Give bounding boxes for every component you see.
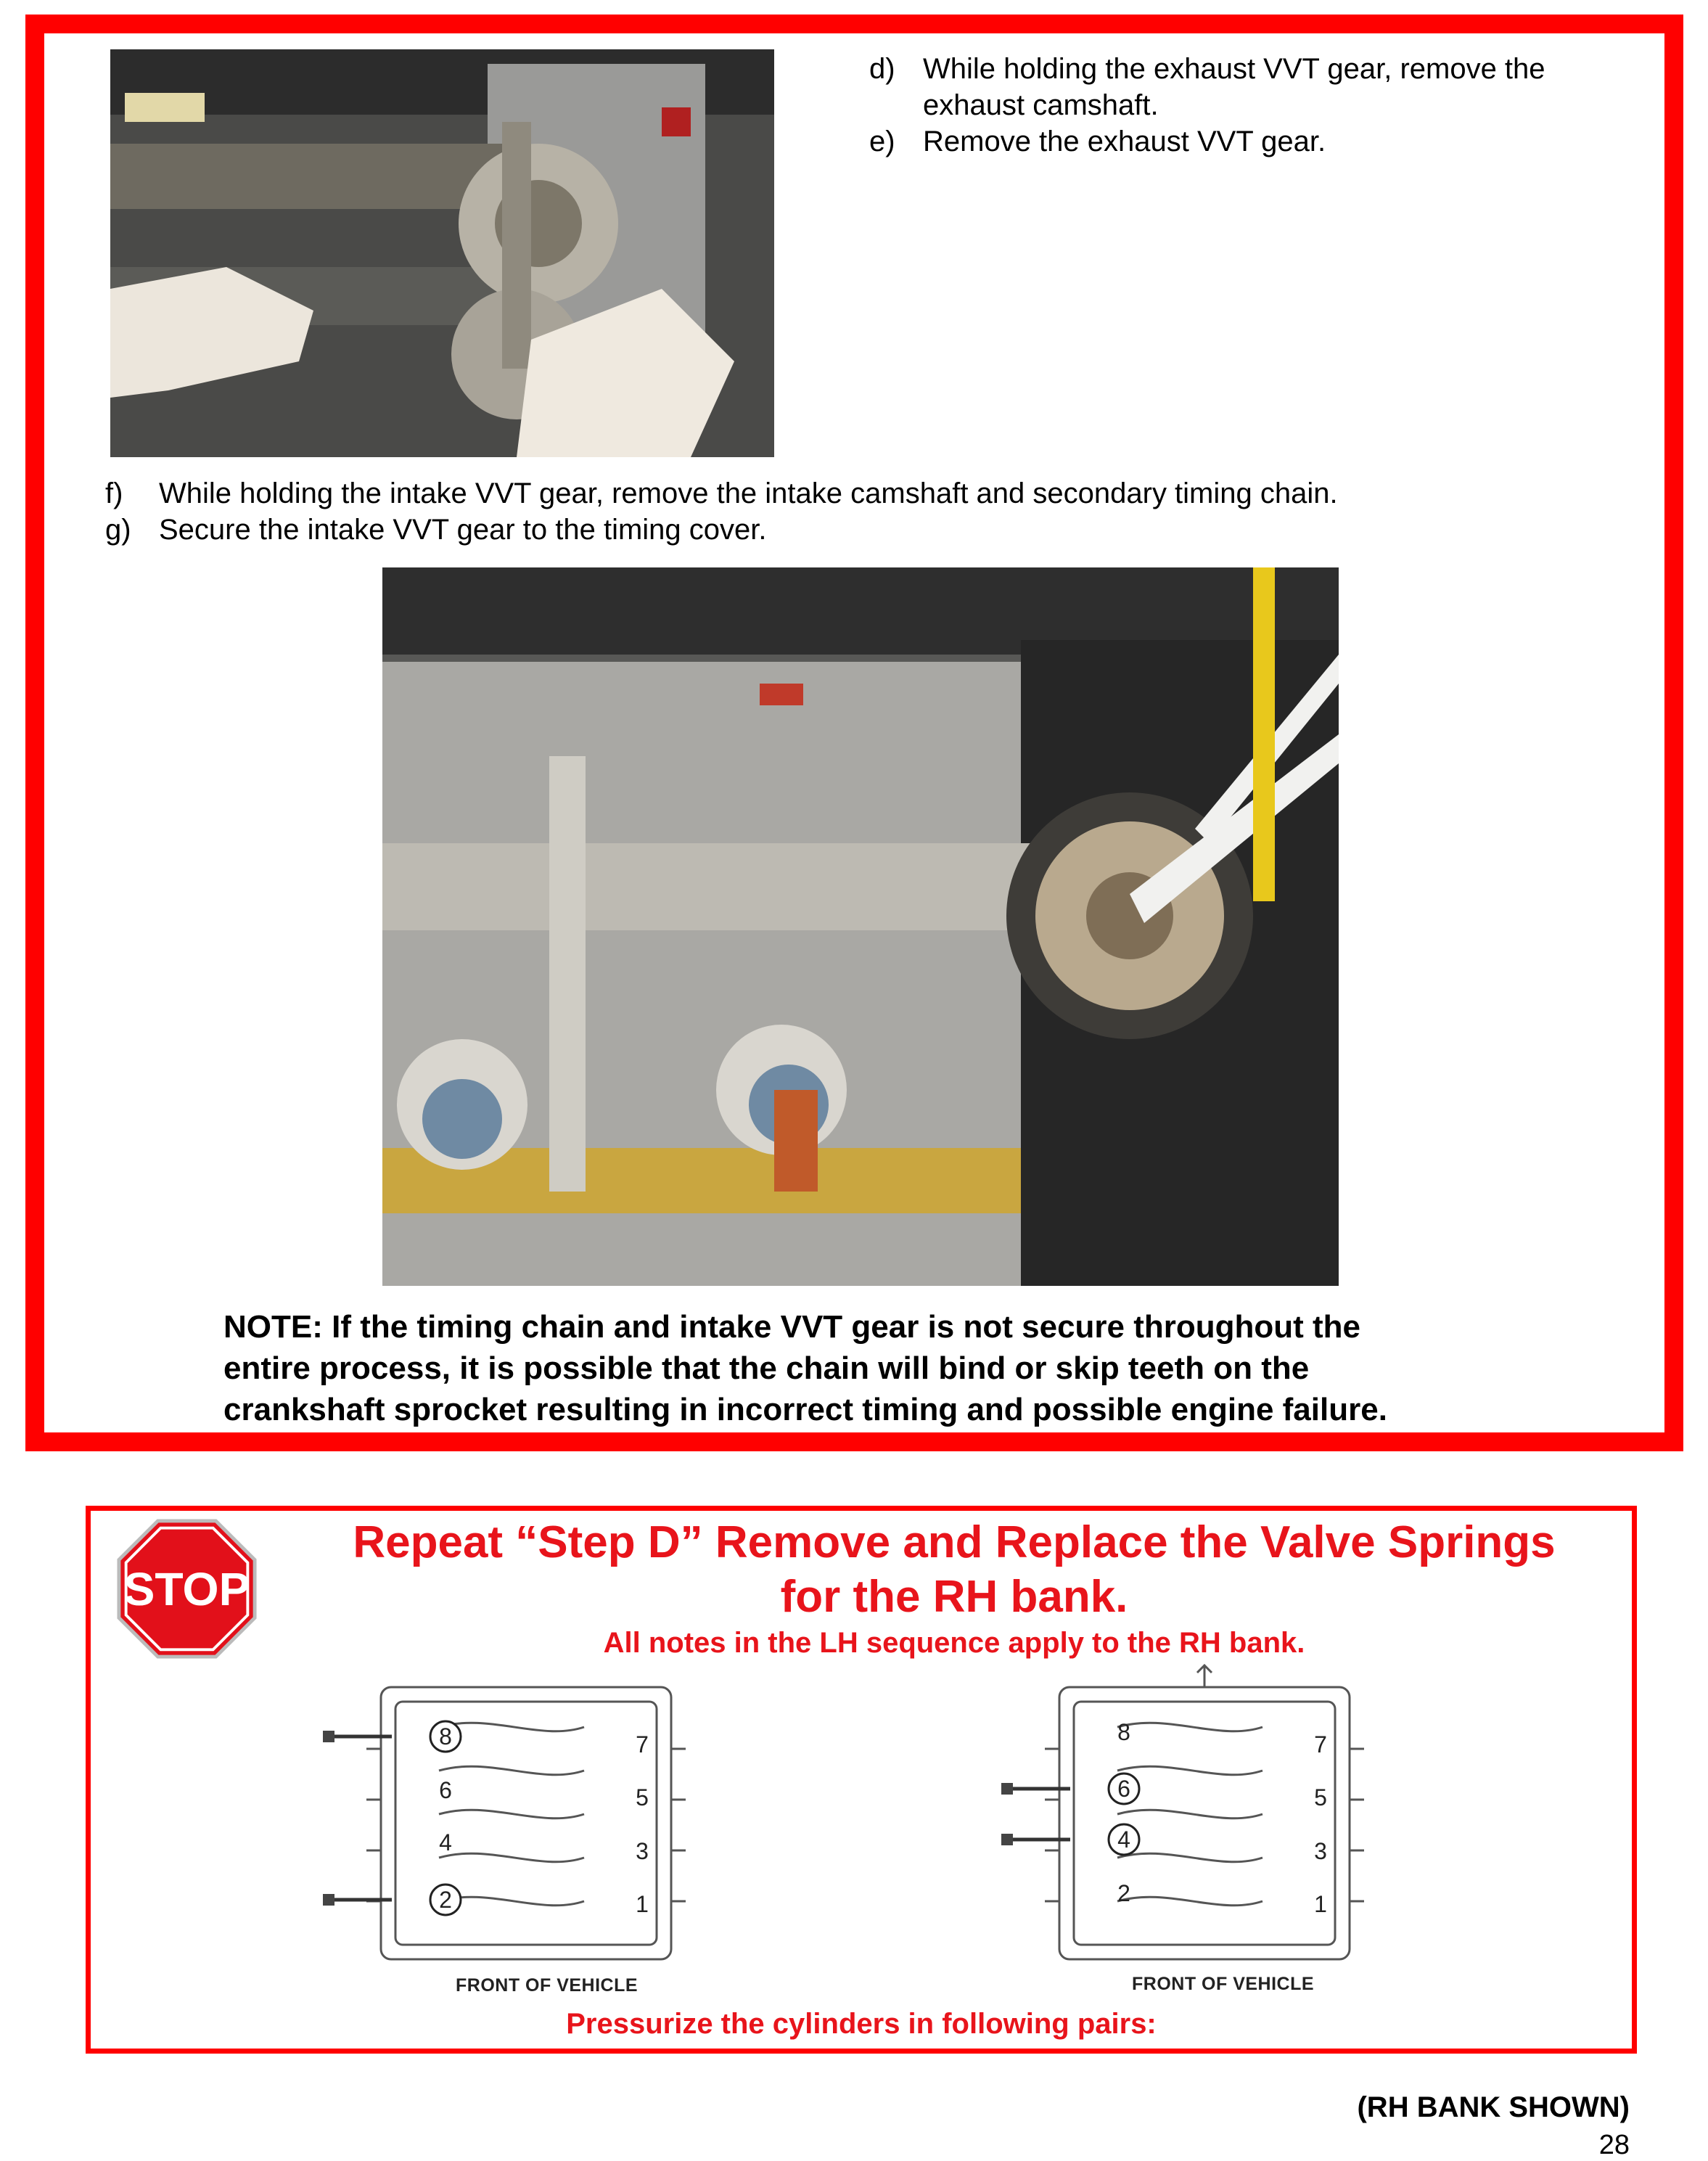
step-text: Secure the intake VVT gear to the timing cover. (159, 514, 767, 546)
rh-bank-shown-label: (RH BANK SHOWN) (1357, 2091, 1630, 2123)
intake-vvt-gear-photo (382, 567, 1339, 1286)
note-line: crankshaft sprocket resulting in incorrect timing and possible engine failure. (223, 1392, 1387, 1427)
repeat-step-title (290, 1515, 1618, 1624)
step-f (105, 475, 1338, 512)
step-label: d) (869, 53, 895, 85)
step-g (105, 512, 1338, 548)
pressurize-instruction: Pressurize the cylinders in following pairs: (566, 2008, 1157, 2040)
cylinder-diagram-left (323, 1669, 700, 1974)
cylinder-number-3: 3 (1314, 1838, 1327, 1864)
note-line: NOTE: If the timing chain and intake VVT gear is not secure throughout the (223, 1309, 1361, 1345)
step-label (869, 87, 923, 123)
cylinder-number-5: 5 (1314, 1784, 1327, 1811)
step-label: g) (105, 514, 131, 546)
cylinder-number-2: 2 (439, 1887, 452, 1913)
repeat-step-subtitle: All notes in the LH sequence apply to the RH bank. (603, 1627, 1305, 1659)
note-line: entire process, it is possible that the chain will bind or skip teeth on the (223, 1350, 1310, 1386)
step-e (869, 123, 1545, 160)
step-label: f) (105, 477, 123, 509)
title-line: Repeat “Step D” Remove and Replace the Valve Springs (353, 1517, 1556, 1567)
cylinder-number-8: 8 (1117, 1719, 1130, 1745)
cylinder-number-6: 6 (1117, 1776, 1130, 1802)
exhaust-camshaft-photo (110, 49, 774, 457)
title-line: for the RH bank. (780, 1572, 1128, 1622)
step-d (869, 51, 1545, 87)
step-text: exhaust camshaft. (923, 89, 1159, 121)
timing-chain-note (223, 1306, 1602, 1430)
cylinder-number-1: 1 (1314, 1891, 1327, 1917)
steps-top (869, 51, 1545, 160)
front-of-vehicle-label-left: FRONT OF VEHICLE (456, 1975, 639, 1996)
steps-middle (105, 475, 1338, 548)
cylinder-number-6: 6 (439, 1777, 452, 1803)
step-text: Remove the exhaust VVT gear. (923, 126, 1326, 157)
stop-sign-text: STOP (123, 1562, 250, 1615)
step-label: e) (869, 126, 895, 157)
cylinder-number-8: 8 (439, 1723, 452, 1750)
stop-sign-icon (116, 1518, 258, 1660)
cylinder-number-3: 3 (636, 1838, 649, 1864)
cylinder-number-5: 5 (636, 1784, 649, 1811)
cylinder-number-7: 7 (1314, 1731, 1327, 1758)
cylinder-number-1: 1 (636, 1891, 649, 1917)
step-text: While holding the intake VVT gear, remove the intake camshaft and secondary timing chain. (159, 477, 1338, 509)
page-number: 28 (1598, 2130, 1630, 2160)
step-text: While holding the exhaust VVT gear, remove the (923, 53, 1545, 85)
cylinder-number-7: 7 (636, 1731, 649, 1758)
step-d-continued (869, 87, 1545, 123)
cylinder-number-4: 4 (439, 1829, 452, 1855)
cylinder-diagram-right (1001, 1662, 1379, 1974)
cylinder-number-4: 4 (1117, 1826, 1130, 1853)
front-of-vehicle-label-right: FRONT OF VEHICLE (1132, 1974, 1315, 1994)
cylinder-number-2: 2 (1117, 1880, 1130, 1906)
